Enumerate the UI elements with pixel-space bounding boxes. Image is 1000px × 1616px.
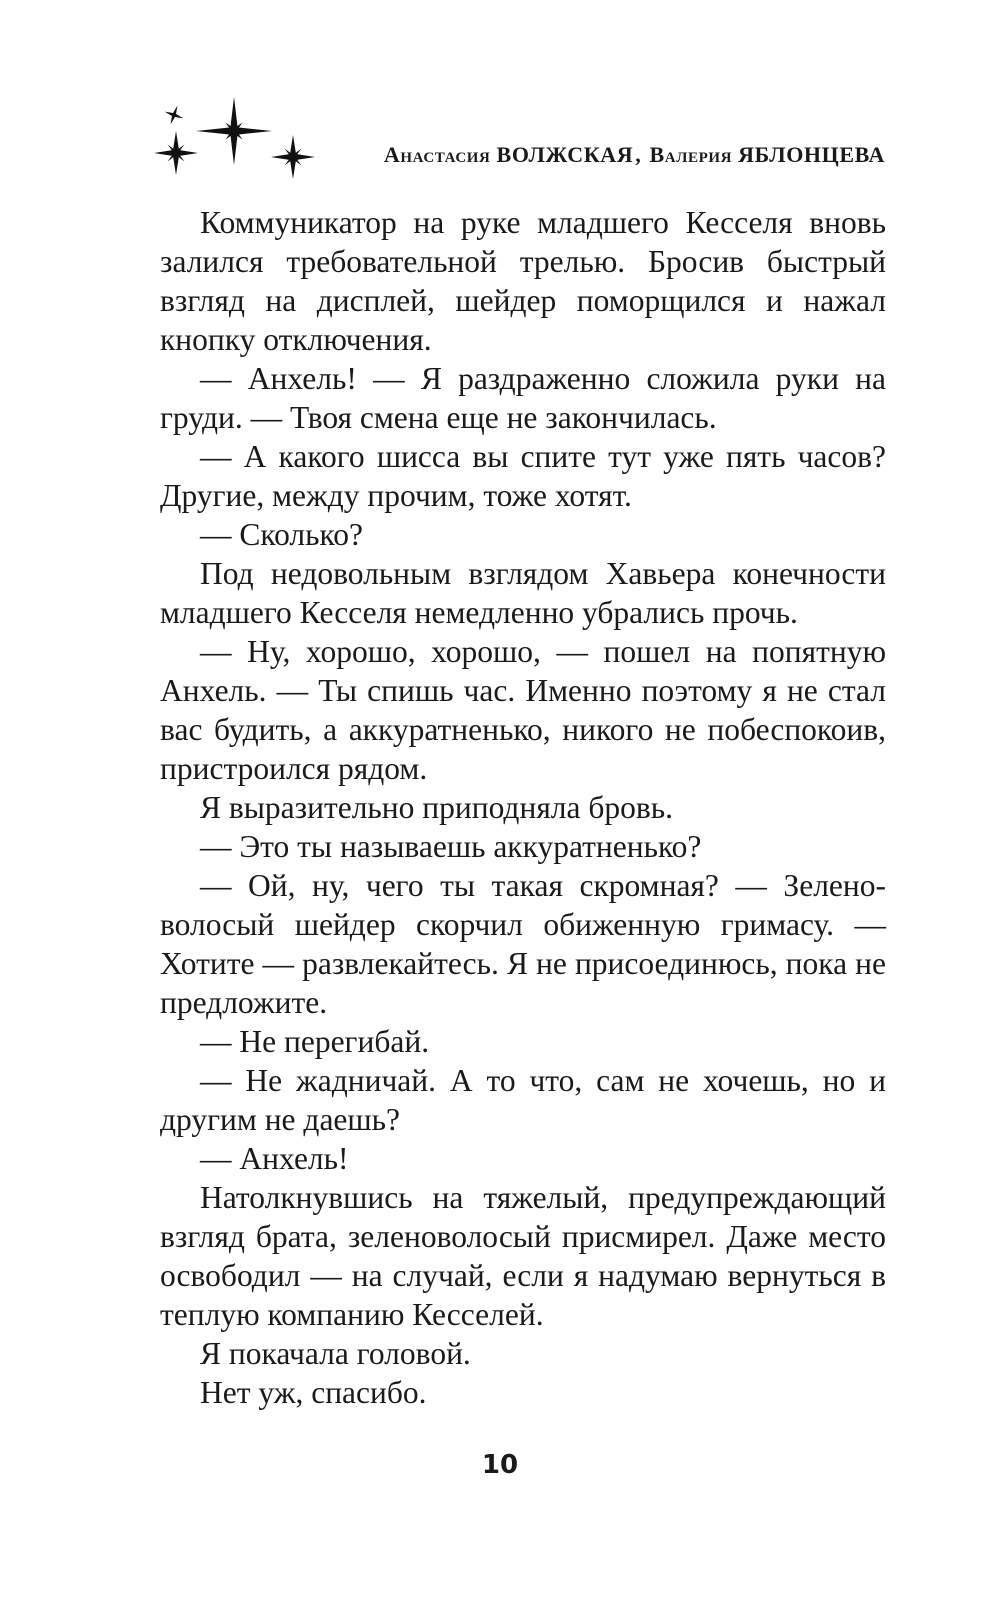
author-separator: , [635, 142, 642, 167]
author-2: Валерия ЯБЛОНЦЕВА [649, 142, 885, 167]
paragraph: — А какого шисса вы спите тут уже пять часов? Другие, между прочим, тоже хотят. [160, 439, 886, 513]
paragraph: — Ну, хорошо, хорошо, — пошел на попятную Анхель. — Ты спишь час. Именно поэтому я не стал вас будить, а аккуратненько, никого не побеспокоив, пристроился рядом. [160, 634, 886, 786]
paragraph: Под недовольным взглядом Хавьера конечности младшего Кесселя немедленно убрались прочь. [160, 556, 886, 630]
page-header [150, 95, 885, 195]
paragraph: Я покачала головой. [200, 1336, 471, 1371]
paragraph: Нет уж, спасибо. [200, 1375, 427, 1410]
body-text [160, 203, 886, 1412]
stars-ornament-icon [150, 95, 330, 195]
paragraph: Натолкнувшись на тяжелый, предупреждающий взгляд брата, зеленоволосый присмирел. Даже место освободил — на случай, если я надумаю вернуться в теплую компанию Кесселей. [160, 1180, 886, 1332]
paragraph: — Ой, ну, чего ты такая скромная? — Зеленоволосый шейдер скорчил обиженную гримасу. — Хотите — развлекайтесь. Я не присоединюсь, пока не предложите. [160, 868, 886, 1020]
paragraph: Коммуникатор на руке младшего Кесселя вновь залился требовательной трелью. Бросив быстрый взгляд на дисплей, шейдер поморщился и нажал кнопку отключения. [160, 205, 886, 357]
running-head [384, 142, 885, 168]
paragraph: — Анхель! — Я раздраженно сложила руки на груди. — Твоя смена еще не закончилась. [160, 361, 886, 435]
paragraph: — Анхель! [200, 1141, 349, 1176]
paragraph: — Не перегибай. [200, 1024, 430, 1059]
paragraph: — Сколько? [200, 517, 363, 552]
big-star-icon [196, 97, 272, 165]
paragraph: — Это ты называешь аккуратненько? [200, 829, 702, 864]
author-1: Анастасия ВОЛЖСКАЯ [383, 142, 634, 167]
left-star-icon [154, 131, 198, 175]
small-star-icon [161, 102, 187, 128]
page-number: 10 [481, 1450, 519, 1480]
right-star-icon [271, 135, 315, 179]
paragraph: Я выразительно приподняла бровь. [200, 790, 674, 825]
paragraph: — Не жадничай. А то что, сам не хочешь, но и другим не даешь? [160, 1063, 886, 1137]
